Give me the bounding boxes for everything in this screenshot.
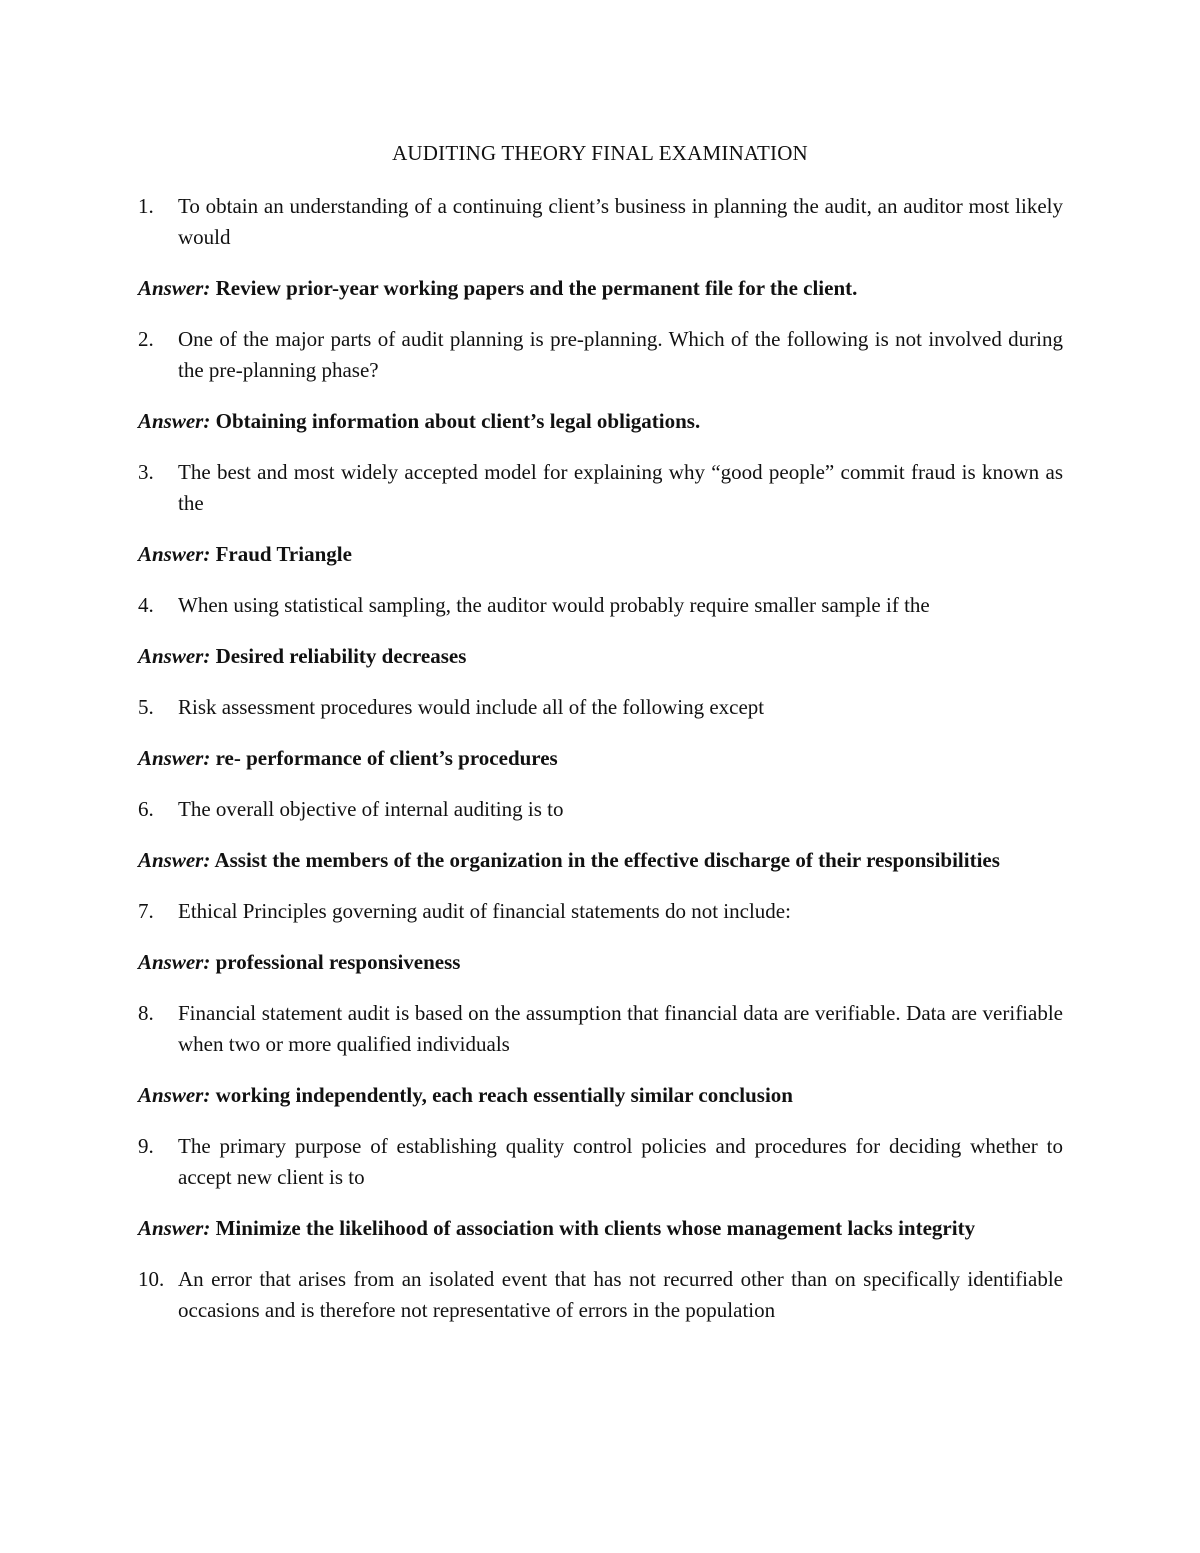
answer-text: professional responsiveness [215, 950, 461, 974]
answer-label: Answer: [138, 542, 211, 566]
answer-text: Minimize the likelihood of association with clients whose management lacks integrity [215, 1216, 976, 1240]
question-text: The overall objective of internal auditing is to [178, 797, 564, 821]
question-text: To obtain an understanding of a continuing client’s business in planning the audit, an auditor most likely would [178, 194, 1063, 249]
answer-text: Obtaining information about client’s legal obligations. [215, 409, 701, 433]
answer-4 [138, 641, 1063, 672]
question-4 [138, 590, 1063, 621]
question-number: 4. [138, 593, 154, 617]
question-number: 7. [138, 899, 154, 923]
question-answer-list [138, 191, 1063, 1326]
question-text: Financial statement audit is based on the assumption that financial data are verifiable. Data are verifiable when two or more qualified individuals [178, 1001, 1063, 1056]
answer-text: Review prior-year working papers and the permanent file for the client. [215, 276, 858, 300]
answer-label: Answer: [138, 276, 211, 300]
question-text: When using statistical sampling, the auditor would probably require smaller sample if the [178, 593, 930, 617]
question-number: 1. [138, 194, 154, 218]
question-number: 5. [138, 695, 154, 719]
question-number: 9. [138, 1134, 154, 1158]
question-text: One of the major parts of audit planning is pre-planning. Which of the following is not involved during the pre-planning phase? [178, 327, 1063, 382]
question-text: Ethical Principles governing audit of financial statements do not include: [178, 899, 791, 923]
question-number: 10. [138, 1267, 165, 1291]
answer-label: Answer: [138, 1216, 211, 1240]
question-7 [138, 896, 1063, 927]
answer-text: working independently, each reach essentially similar conclusion [215, 1083, 793, 1107]
answer-text: Desired reliability decreases [215, 644, 467, 668]
question-number: 2. [138, 327, 154, 351]
question-1 [138, 191, 1063, 253]
question-text: The best and most widely accepted model for explaining why “good people” commit fraud is known as the [178, 460, 1063, 515]
answer-3 [138, 539, 1063, 570]
question-number: 3. [138, 460, 154, 484]
answer-9 [138, 1213, 1063, 1244]
question-number: 6. [138, 797, 154, 821]
document-title: AUDITING THEORY FINAL EXAMINATION [392, 141, 808, 165]
answer-text: Assist the members of the organization in the effective discharge of their responsibilities [214, 848, 1000, 872]
answer-text: re- performance of client’s procedures [215, 746, 558, 770]
answer-7 [138, 947, 1063, 978]
answer-6 [138, 845, 1063, 876]
question-9 [138, 1131, 1063, 1193]
question-text: The primary purpose of establishing quality control policies and procedures for deciding whether to accept new client is to [178, 1134, 1063, 1189]
question-2 [138, 324, 1063, 386]
question-number: 8. [138, 1001, 154, 1025]
question-text: An error that arises from an isolated event that has not recurred other than on specifically identifiable occasions and is therefore not representative of errors in the population [178, 1267, 1063, 1322]
answer-label: Answer: [138, 746, 211, 770]
question-3 [138, 457, 1063, 519]
question-text: Risk assessment procedures would include all of the following except [178, 695, 765, 719]
answer-label: Answer: [138, 848, 211, 872]
answer-8 [138, 1080, 1063, 1111]
question-5 [138, 692, 1063, 723]
answer-2 [138, 406, 1063, 437]
answer-label: Answer: [138, 950, 211, 974]
answer-label: Answer: [138, 409, 211, 433]
answer-5 [138, 743, 1063, 774]
answer-1 [138, 273, 1063, 304]
question-10 [138, 1264, 1063, 1326]
question-6 [138, 794, 1063, 825]
answer-label: Answer: [138, 1083, 211, 1107]
answer-text: Fraud Triangle [215, 542, 352, 566]
question-8 [138, 998, 1063, 1060]
answer-label: Answer: [138, 644, 211, 668]
